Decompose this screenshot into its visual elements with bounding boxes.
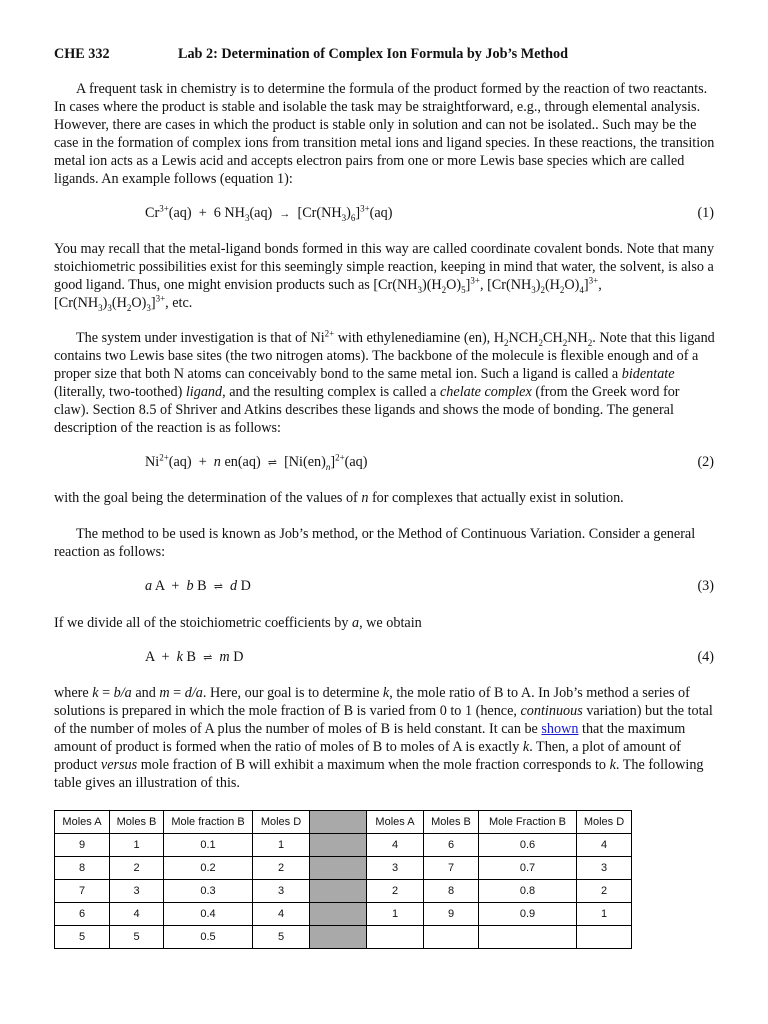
table-header-cell: Moles A [55,811,110,834]
paragraph-text: . Note that this ligand contains two Lewis base sites (the two nitrogen atoms). The backbone of the molecule is flexible enough and of a proper size that both N atoms can conceivably bond to the same metal ion. Such a ligand is called a [54,330,715,382]
table-cell: 0.7 [479,857,577,880]
jobs-method-table [54,810,632,949]
paragraph-text: = [169,685,185,701]
variable-k: k [522,739,530,755]
table-cell: 4 [110,903,164,926]
variable-a: a [351,615,360,631]
paragraph-text: where [54,685,93,701]
term-continuous: continuous [520,703,583,719]
coordinate-bonds-paragraph: You may recall that the metal-ligand bonds formed in this way are called coordinate covalent bonds. Note that many stoichiometric possibilities exist for this seemingly simple reaction, keeping in mind that water, the solvent, is also a good ligand. Thus, one might envision products such as $[Cr(NH_3)(H_2O)_5]^{3+}$, $[Cr(NH_3)_2(H_2O)_4]^{3+}$, $[Cr(NH_3)_3(H_2O)_3]^{3+}$, etc. [54,241,715,313]
table-cell: 1 [367,903,424,926]
table-cell: 0.6 [479,834,577,857]
paragraph-text: , we obtain [359,615,422,631]
separator-cell [310,903,367,926]
table-row [55,903,632,926]
paragraph-text: , and the resulting complex is called a [222,384,440,400]
equation-2-body: $Ni^{2+}(aq) + n$ en(aq) ⇌ $[Ni(en)_n]^{2+}(aq)$ [145,452,368,472]
method-paragraph: The method to be used is known as Job’s method, or the Method of Continuous Variation. Consider a general reaction as follows: [54,526,696,560]
paragraph-text: with the goal being the determination of the values of [54,490,362,506]
jobs-method-paragraph [54,684,716,792]
table-header-cell: Moles B [110,811,164,834]
table-cell: 6 [424,834,479,857]
paragraph-text: = [98,685,114,701]
paragraph-text: . Here, our goal is to determine [202,685,383,701]
shown-link[interactable]: shown [541,721,579,737]
table-row [55,880,632,903]
term-chelate-complex: chelate complex [440,384,532,400]
table-row [55,834,632,857]
paragraph-text: mole fraction of B will exhibit a maximum when the mole fraction corresponds to [137,757,610,773]
table-cell [424,926,479,949]
table-cell: 3 [110,880,164,903]
variable-k: k [382,685,390,701]
table-cell: 0.4 [164,903,253,926]
table-cell: 5 [253,926,310,949]
system-paragraph: The system under investigation is that of $Ni^{2+}$ with ethylenediamine (en), $H_2NCH_2CH_2NH_2$. Note that this ligand contains two Lewis base sites (the two nitrogen atoms). The backbone of the molecule is flexible enough and of a proper size that both N atoms can conceivably bond to the same metal ion. Such a ligand is called a bidentate (literally, two-toothed) ligand, and the resulting complex is called a chelate complex (from the Greek word for claw). Section 8.5 of Shriver and Atkins describes these ligands and shows the mode of bonding. The general description of the reaction is as follows: [54,328,715,436]
goal-paragraph [54,489,716,507]
variable-m: m [159,685,170,701]
paragraph-text: , the mole ratio of B to A. In Job’s method a series of solutions is prepared in which the mole fraction of B is varied from 0 to 1 (hence, [54,685,690,719]
paragraph-text: NH [567,330,588,346]
equation-2 [0,454,768,474]
table-cell [577,926,632,949]
table-cell [479,926,577,949]
table-cell: 2 [110,857,164,880]
table-cell: 2 [577,880,632,903]
ratio-b-a: b/a [113,685,132,701]
equation-4-number: (4) [697,649,714,665]
table-cell: 3 [367,857,424,880]
equation-3 [0,578,768,598]
document-title: Lab 2: Determination of Complex Ion Formula by Job’s Method [178,46,569,62]
paragraph-text: with ethylenediamine (en), H [334,330,505,346]
paragraph-text: variation) but the total of the number of moles of A plus the number of moles of B is held constant. It can be [54,703,713,737]
table-cell: 6 [55,903,110,926]
table-cell: 9 [55,834,110,857]
table-cell: 9 [424,903,479,926]
term-ligand: ligand [185,384,223,400]
table-cell: 2 [253,857,310,880]
table-header-cell: Moles B [424,811,479,834]
separator-cell [310,834,367,857]
table-header-cell: Mole fraction B [164,811,253,834]
table-header-cell: Moles D [577,811,632,834]
paragraph-text: , etc. [165,295,193,311]
table-header-cell: Mole Fraction B [479,811,577,834]
paragraph-text: NCH [508,330,539,346]
separator-cell [310,926,367,949]
equation-3-number: (3) [697,578,714,594]
table-header-cell: Moles D [253,811,310,834]
table-cell: 1 [110,834,164,857]
paragraph-text: If we divide all of the stoichiometric coefficients by [54,615,352,631]
table-cell: 0.9 [479,903,577,926]
equation-4-body: A + k B ⇌ m D [145,649,244,665]
table-cell: 8 [424,880,479,903]
ratio-d-a: d/a [184,685,203,701]
paragraph-text: (literally, two-toothed) [54,384,186,400]
table-header-row [55,811,632,834]
variable-k: k [92,685,99,701]
paragraph-text: and [131,685,160,701]
table-row [55,926,632,949]
table-cell: 0.3 [164,880,253,903]
variable-n: n [361,490,369,506]
separator-cell [310,811,367,834]
table-cell: 7 [55,880,110,903]
table-cell [367,926,424,949]
paragraph-text: (from the Greek word for claw). Section 8.5 of Shriver and Atkins describes these ligands and shows the mode of bonding. The general description of the reaction is as follows: [54,384,680,436]
intro-paragraph: A frequent task in chemistry is to determine the formula of the product formed by the reaction of two reactants. In cases where the product is stable and isolable the task may be straightforward, e.g., through elemental analysis. However, there are cases in which the product is stable only in solution and can not be isolated.. Such may be the case in the formation of complex ions from transition metal ions and ligand species. In these reactions, the transition metal ion acts as a Lewis acid and accepts electron pairs from one or more Lewis base species which are called ligands. An example follows (equation 1): [54,81,715,187]
table-cell: 5 [55,926,110,949]
equation-2-number: (2) [697,454,714,470]
table-cell: 7 [424,857,479,880]
equation-1-number: (1) [697,205,714,221]
table-cell: 1 [577,903,632,926]
term-bidentate: bidentate [621,366,675,382]
paragraph-text: The system under investigation is that of Ni [76,330,325,346]
table-cell: 0.1 [164,834,253,857]
term-versus: versus [100,757,138,773]
paragraph-text: . Then, a plot of amount of product [54,739,682,773]
paragraph-text: that the maximum amount of product is formed when the ratio of moles of B to moles of A is exactly [54,721,686,755]
equation-3-body: a A + b B ⇌ d D [145,578,251,594]
table-cell: 5 [110,926,164,949]
separator-cell [310,857,367,880]
table-cell: 4 [367,834,424,857]
separator-cell [310,880,367,903]
variable-k: k [609,757,616,773]
table-cell: 4 [253,903,310,926]
table-cell: 0.2 [164,857,253,880]
equation-1-body: $Cr^{3+}(aq) + 6$ $NH_3(aq) \to [Cr(NH_3)_6]^{3+}(aq)$ [145,203,393,223]
paragraph-text: for complexes that actually exist in solution. [368,490,624,506]
table-cell: 4 [577,834,632,857]
table-cell: 3 [253,880,310,903]
equation-4 [0,649,768,669]
table-header-cell: Moles A [367,811,424,834]
equation-1 [0,205,768,225]
table-cell: 3 [577,857,632,880]
table-cell: 1 [253,834,310,857]
paragraph-text: You may recall that the metal-ligand bonds formed in this way are called coordinate covalent bonds. Note that many stoichiometric possibilities exist for this seemingly simple reaction, keeping in mind that water, the solvent, is also a good ligand. Thus, one might envision products such as [54,241,715,293]
table-cell: 0.5 [164,926,253,949]
divide-paragraph [54,614,716,632]
table-cell: 0.8 [479,880,577,903]
paragraph-text: CH [543,330,563,346]
table-cell: 2 [367,880,424,903]
table-row [55,857,632,880]
course-code: CHE 332 [54,46,110,62]
paragraph-text: . The following table gives an illustration of this. [54,757,704,791]
table-cell: 8 [55,857,110,880]
